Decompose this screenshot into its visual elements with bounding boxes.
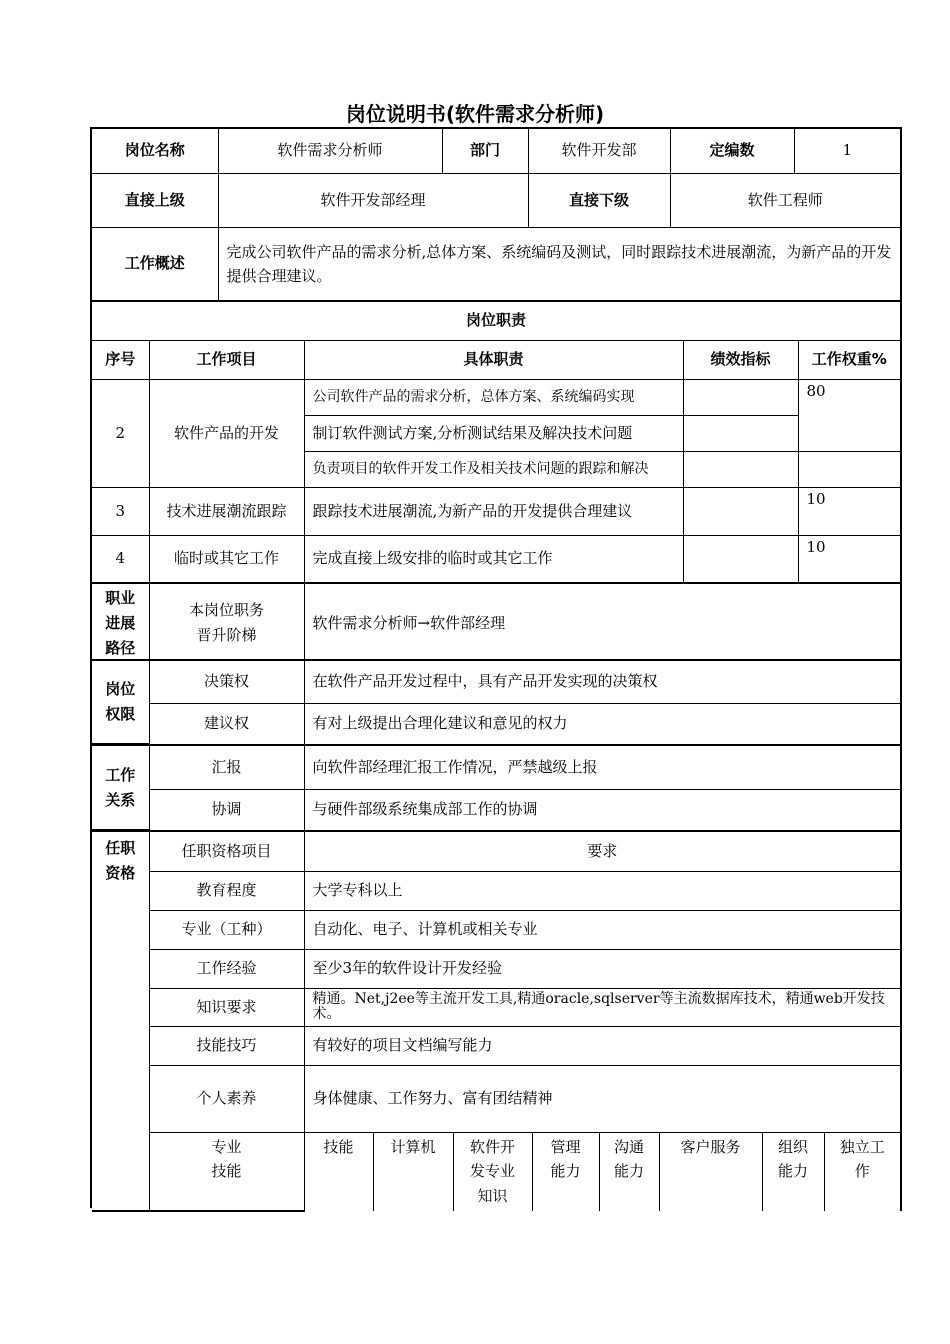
duty-weight-empty bbox=[798, 451, 900, 487]
superior-label: 直接上级 bbox=[92, 173, 218, 227]
duty-weight: 80 bbox=[798, 379, 900, 451]
qualification-value: 大学专科以上 bbox=[304, 871, 901, 910]
relations-value: 向软件部经理汇报工作情况，严禁越级上报 bbox=[304, 746, 900, 789]
duty-row-no: 3 bbox=[92, 487, 149, 535]
skills-label-line: 技能 bbox=[211, 1162, 242, 1181]
headcount-value: 1 bbox=[794, 129, 900, 173]
duty-row-item: 临时或其它工作 bbox=[149, 535, 304, 582]
duty-task: 跟踪技术进展潮流,为新产品的开发提供合理建议 bbox=[304, 487, 683, 535]
skill-cell bbox=[659, 1132, 762, 1211]
relations-value: 与硬件部级系统集成部工作的协调 bbox=[304, 789, 900, 830]
duty-kpi bbox=[683, 487, 798, 535]
page-title: 岗位说明书(软件需求分析师) bbox=[345, 102, 605, 126]
duty-row-item: 技术进展潮流跟踪 bbox=[149, 487, 304, 535]
duties-section bbox=[90, 300, 902, 584]
career-item-line: 晋升阶梯 bbox=[196, 626, 257, 645]
career-item bbox=[149, 584, 304, 662]
skill-line: 沟通 bbox=[613, 1137, 644, 1156]
qualification-label bbox=[92, 832, 149, 1211]
column-header-no: 序号 bbox=[92, 340, 149, 379]
qualification-value: 有较好的项目文档编写能力 bbox=[304, 1026, 901, 1065]
qualification-item: 知识要求 bbox=[149, 988, 304, 1026]
qualification-value: 精通。Net,j2ee等主流开发工具,精通oracle,sqlserver等主流数据库技术，精通web开发技术。 bbox=[304, 988, 901, 1026]
career-item-line: 本岗位职务 bbox=[188, 601, 264, 620]
qualification-item: 个人素养 bbox=[149, 1065, 304, 1132]
duty-kpi bbox=[683, 415, 798, 451]
skill-line: 软件开 bbox=[469, 1137, 515, 1156]
duty-kpi bbox=[683, 535, 798, 582]
duty-row-no: 4 bbox=[92, 535, 149, 582]
header-section bbox=[90, 127, 902, 302]
skill-cell bbox=[304, 1132, 373, 1211]
skill-line: 管理 bbox=[550, 1137, 581, 1156]
skill-cell bbox=[532, 1132, 599, 1211]
qualification-section bbox=[90, 830, 902, 1208]
relations-item: 协调 bbox=[149, 789, 304, 830]
overview-text: 完成公司软件产品的需求分析,总体方案、系统编码及测试，同时跟踪技术进展潮流，为新产品的开发提供合理建议。 bbox=[218, 227, 900, 300]
department-label: 部门 bbox=[442, 129, 528, 173]
skill-cell bbox=[453, 1132, 532, 1211]
career-label-line: 进展 bbox=[105, 613, 136, 632]
skill-line: 组织 bbox=[777, 1137, 808, 1156]
duty-task: 公司软件产品的需求分析，总体方案、系统编码实现 bbox=[304, 379, 683, 415]
subordinate-label: 直接下级 bbox=[528, 173, 670, 227]
skill-line: 发专业 bbox=[469, 1162, 515, 1181]
skill-line: 能力 bbox=[550, 1162, 581, 1181]
skill-cell bbox=[824, 1132, 901, 1211]
duty-task: 负责项目的软件开发工作及相关技术问题的跟踪和解决 bbox=[304, 451, 683, 487]
superior-value: 软件开发部经理 bbox=[218, 173, 528, 227]
qualification-label-line: 任职 bbox=[105, 839, 136, 857]
relations-item: 汇报 bbox=[149, 746, 304, 789]
position-name-label: 岗位名称 bbox=[92, 129, 218, 173]
authority-value: 在软件产品开发过程中，具有产品开发实现的决策权 bbox=[304, 661, 900, 703]
duty-task: 制订软件测试方案,分析测试结果及解决技术问题 bbox=[304, 415, 683, 451]
subordinate-value: 软件工程师 bbox=[670, 173, 900, 227]
column-header-item: 工作项目 bbox=[149, 340, 304, 379]
career-label-line: 职业 bbox=[105, 589, 136, 607]
duty-weight: 10 bbox=[798, 535, 900, 582]
career-path-value: 软件需求分析师→软件部经理 bbox=[304, 584, 900, 662]
qualification-header-item: 任职资格项目 bbox=[149, 832, 304, 871]
qualification-item: 工作经验 bbox=[149, 949, 304, 988]
skills-label-line: 专业 bbox=[211, 1137, 242, 1156]
career-label-line: 路径 bbox=[105, 638, 136, 657]
skills-label bbox=[149, 1132, 304, 1211]
skill-line: 作 bbox=[854, 1162, 870, 1181]
authority-section bbox=[90, 659, 902, 746]
authority-item: 决策权 bbox=[149, 661, 304, 703]
duty-kpi bbox=[683, 379, 798, 415]
qualification-label-line: 资格 bbox=[105, 863, 136, 882]
skill-line: 知识 bbox=[477, 1187, 508, 1205]
relations-label-line: 工作 bbox=[105, 765, 136, 784]
skill-cell bbox=[373, 1132, 453, 1211]
skill-line: 技能 bbox=[323, 1137, 354, 1156]
skill-line: 客户服务 bbox=[680, 1137, 741, 1156]
authority-item: 建议权 bbox=[149, 703, 304, 744]
qualification-value: 身体健康、工作努力、富有团结精神 bbox=[304, 1065, 901, 1132]
authority-label bbox=[92, 661, 149, 744]
position-name-value: 软件需求分析师 bbox=[218, 129, 442, 173]
column-header-duty: 具体职责 bbox=[304, 340, 683, 379]
relations-label bbox=[92, 746, 149, 830]
duty-task: 完成直接上级安排的临时或其它工作 bbox=[304, 535, 683, 582]
column-header-kpi: 绩效指标 bbox=[683, 340, 798, 379]
qualification-item: 技能技巧 bbox=[149, 1026, 304, 1065]
skill-line: 能力 bbox=[613, 1162, 644, 1181]
column-header-weight: 工作权重% bbox=[798, 340, 900, 379]
overview-label: 工作概述 bbox=[92, 227, 218, 300]
duty-row-no: 2 bbox=[92, 379, 149, 487]
duties-section-title: 岗位职责 bbox=[92, 302, 900, 340]
authority-label-line: 权限 bbox=[105, 705, 136, 723]
career-label bbox=[92, 584, 149, 662]
qualification-value: 至少3年的软件设计开发经验 bbox=[304, 949, 901, 988]
authority-label-line: 岗位 bbox=[105, 680, 136, 699]
skill-line: 能力 bbox=[777, 1162, 808, 1181]
authority-value: 有对上级提出合理化建议和意见的权力 bbox=[304, 703, 900, 744]
relations-section bbox=[90, 744, 902, 832]
skill-line: 计算机 bbox=[390, 1137, 436, 1156]
skill-cell bbox=[599, 1132, 659, 1211]
duty-kpi bbox=[683, 451, 798, 487]
career-section bbox=[90, 582, 902, 661]
skill-line: 独立工 bbox=[839, 1137, 885, 1156]
department-value: 软件开发部 bbox=[528, 129, 670, 173]
headcount-label: 定编数 bbox=[670, 129, 794, 173]
qualification-value: 自动化、电子、计算机或相关专业 bbox=[304, 910, 901, 949]
qualification-item: 教育程度 bbox=[149, 871, 304, 910]
skill-cell bbox=[762, 1132, 824, 1211]
qualification-header-value: 要求 bbox=[304, 832, 901, 871]
qualification-item: 专业（工种） bbox=[149, 910, 304, 949]
relations-label-line: 关系 bbox=[105, 790, 136, 809]
duty-weight: 10 bbox=[798, 487, 900, 535]
duty-row-item: 软件产品的开发 bbox=[149, 379, 304, 487]
